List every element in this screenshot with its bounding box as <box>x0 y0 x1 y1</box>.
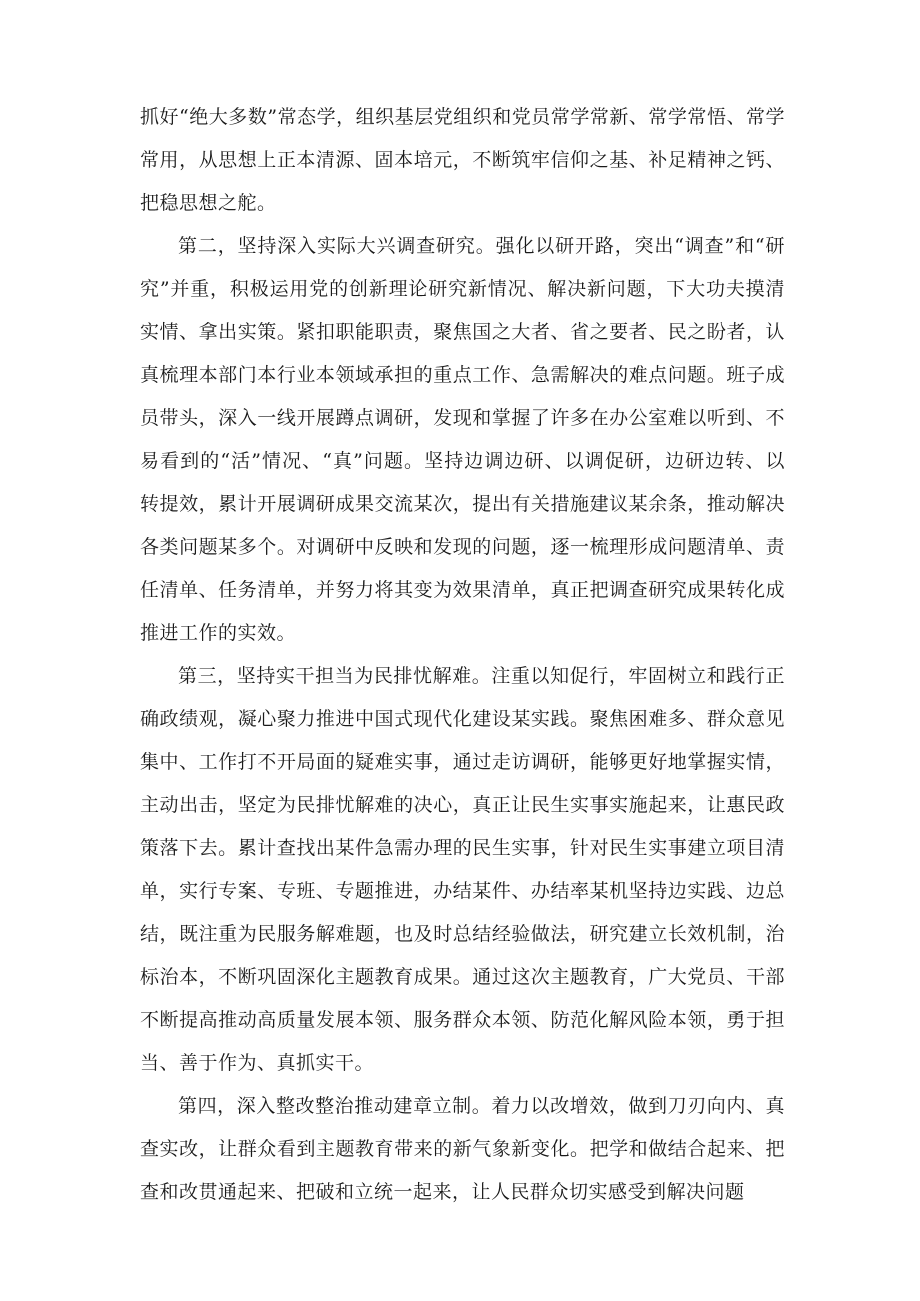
paragraph-3: 第三，坚持实干担当为民排忧解难。注重以知促行，牢固树立和践行正确政绩观，凝心聚力推进中国式现代化建设某实践。聚焦困难多、群众意见集中、工作打不开局面的疑难实事，通过走访调研，能够更好地掌握实情，主动出击，坚定为民排忧解难的决心，真正让民生实事实施起来，让惠民政策落下去。累计查找出某件急需办理的民生实事，针对民生实事建立项目清单，实行专案、专班、专题推进，办结某件、办结率某机坚持边实践、边总结，既注重为民服务解难题，也及时总结经验做法，研究建立长效机制，治标治本，不断巩固深化主题教育成果。通过这次主题教育，广大党员、干部不断提高推动高质量发展本领、服务群众本领、防范化解风险本领，勇于担当、善于作为、真抓实干。 <box>140 665 785 1074</box>
paragraph-4: 第四，深入整改整治推动建章立制。着力以改增效，做到刀刃向内、真查实改，让群众看到主题教育带来的新气象新变化。把学和做结合起来、把查和改贯通起来、把破和立统一起来，让人民群众切实感受到解决问题 <box>140 1095 785 1203</box>
paragraph-1: 抓好“绝大多数”常态学，组织基层党组织和党员常学常新、常学常悟、常学常用，从思想上正本清源、固本培元，不断筑牢信仰之基、补足精神之钙、把稳思想之舵。 <box>140 106 785 214</box>
paragraph-2: 第二，坚持深入实际大兴调查研究。强化以研开路，突出“调查”和“研究”并重，积极运用党的创新理论研究新情况、解决新问题，下大功夫摸清实情、拿出实策。紧扣职能职责，聚焦国之大者、省之要者、民之盼者，认真梳理本部门本行业本领域承担的重点工作、急需解决的难点问题。班子成员带头，深入一线开展蹲点调研，发现和掌握了许多在办公室难以听到、不易看到的“活”情况、“真”问题。坚持边调边研、以调促研，边研边转、以转提效，累计开展调研成果交流某次，提出有关措施建议某余条，推动解决各类问题某多个。对调研中反映和发现的问题，逐一梳理形成问题清单、责任清单、任务清单，并努力将其变为效果清单，真正把调查研究成果转化成推进工作的实效。 <box>140 235 785 644</box>
document-body <box>140 96 785 1214</box>
